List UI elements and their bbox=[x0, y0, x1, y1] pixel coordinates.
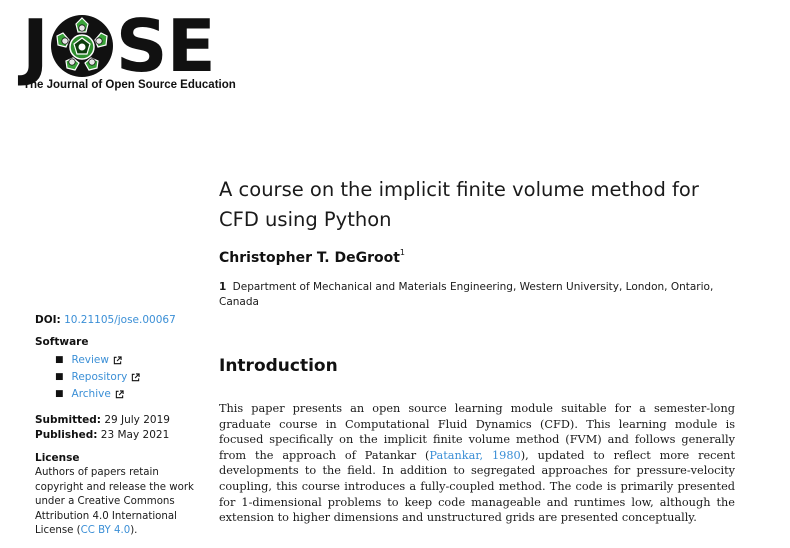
author-line bbox=[219, 248, 405, 266]
list-item bbox=[55, 352, 207, 369]
bullet-icon: ■ bbox=[55, 372, 64, 382]
doi-label: DOI: bbox=[35, 314, 61, 326]
submitted-label: Submitted: bbox=[35, 414, 101, 426]
submitted-row bbox=[35, 413, 207, 428]
section-heading: Introduction bbox=[219, 356, 338, 376]
archive-link[interactable]: Archive bbox=[71, 388, 111, 400]
intro-text-1: This paper presents an open source learning module suitable for a semester-long graduate course in Computational Fluid Dynamics (CFD). This learning module is focused specifically on the implicit finite volume method (FVM) and follows generally from the approach of Patankar ( bbox=[219, 402, 735, 462]
affiliation bbox=[219, 280, 729, 310]
published-date: 23 May 2021 bbox=[100, 429, 170, 441]
dates bbox=[35, 413, 207, 443]
external-link-icon[interactable] bbox=[115, 390, 124, 399]
affiliation-number: 1 bbox=[219, 281, 227, 293]
intro-paragraph bbox=[219, 401, 735, 526]
logo-letter-j: J bbox=[22, 4, 48, 88]
license-body: Authors of papers retain copyright and release the work under a Creative Commons Attribution 4.0 International License ( bbox=[35, 467, 194, 537]
paper-title: A course on the implicit finite volume method for CFD using Python bbox=[219, 178, 699, 231]
doi-link[interactable]: 10.21105/jose.00067 bbox=[64, 314, 176, 326]
doi-line bbox=[35, 313, 207, 328]
gear-cycle-emblem-icon bbox=[50, 14, 114, 78]
list-item bbox=[55, 386, 207, 403]
software-heading: Software bbox=[35, 336, 89, 348]
logo-letter-s: S bbox=[115, 4, 167, 88]
software-links bbox=[35, 352, 207, 403]
external-link-icon[interactable] bbox=[113, 356, 122, 365]
review-link[interactable]: Review bbox=[71, 354, 109, 366]
author-name: Christopher T. DeGroot bbox=[219, 250, 400, 266]
external-link-icon[interactable] bbox=[131, 373, 140, 382]
list-item bbox=[55, 369, 207, 386]
published-label: Published: bbox=[35, 429, 98, 441]
metadata-sidebar bbox=[35, 313, 207, 539]
logo-letter-e: E bbox=[166, 4, 215, 88]
submitted-date: 29 July 2019 bbox=[104, 414, 170, 426]
license-end: ). bbox=[130, 525, 138, 537]
license-text bbox=[35, 466, 207, 539]
published-row bbox=[35, 428, 207, 443]
journal-subtitle: The Journal of Open Source Education bbox=[23, 79, 236, 91]
citation-link[interactable]: Patankar, 1980 bbox=[429, 448, 521, 462]
affiliation-text: Department of Mechanical and Materials Engineering, Western University, London, Ontario, Canada bbox=[219, 281, 714, 308]
license-heading: License bbox=[35, 452, 80, 464]
intro-text-2: ), updated to reflect more recent developments to the field. In addition to segregated approaches for pressure-velocity coupling, this course introduces a fully-coupled method. The code is primarily presented for 1-dimensional problems to keep code manageable and runtimes low, although the extension to higher dimensions and unstructured grids are presented conceptually. bbox=[219, 448, 735, 525]
bullet-icon: ■ bbox=[55, 355, 64, 365]
repository-link[interactable]: Repository bbox=[71, 371, 128, 383]
jose-logo bbox=[22, 4, 242, 100]
license-link[interactable]: CC BY 4.0 bbox=[80, 525, 131, 537]
bullet-icon: ■ bbox=[55, 389, 64, 399]
author-affiliation-ref: 1 bbox=[399, 248, 405, 257]
